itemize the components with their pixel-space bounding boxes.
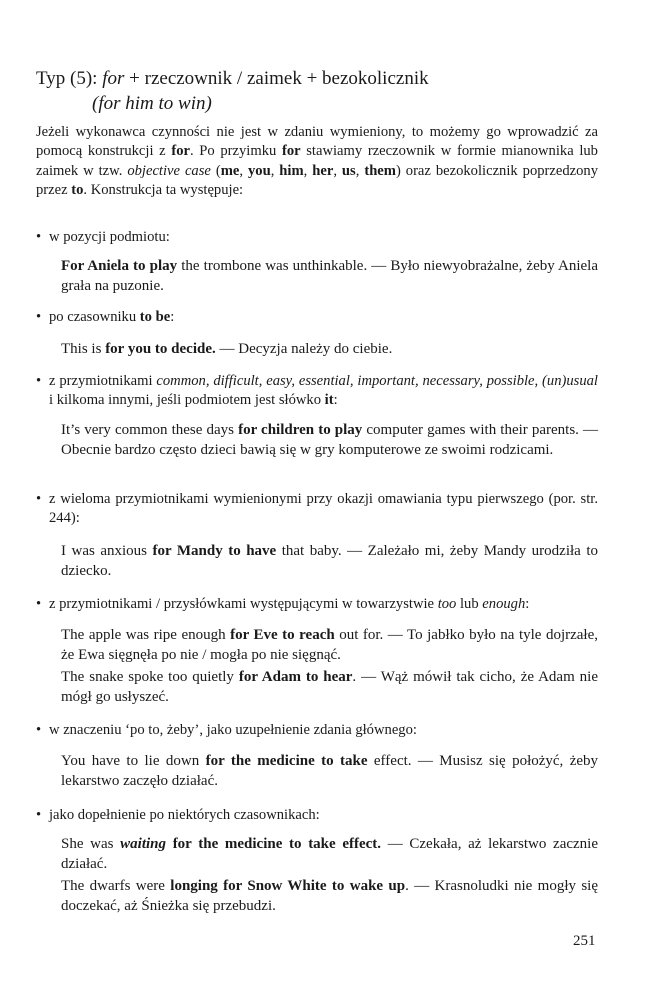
text-run: , [239,162,248,179]
bullet-dot: • [36,596,42,612]
text-run: This is [61,341,106,357]
text-run: for Eve to reach [230,627,335,643]
text-run: I was anxious [61,543,153,559]
text-run: me [220,162,240,179]
text-run: , [355,162,365,179]
example-sentence [61,667,598,707]
text-run: for [281,143,301,160]
text-run: jako dopełnienie po niektórych czasownikach: [49,807,320,823]
page-number: 251 [573,933,596,949]
text-run: the trombone was unthinkable. — Było niewyobrażalne, żeby Aniela grała na puzonie. [61,258,598,294]
bullet-item [36,228,598,247]
text-run: The apple was ripe enough [61,627,231,643]
text-run: . — Krasnoludki nie mogły się doczekać, aż Śnieżka się przebudzi. [61,878,599,914]
example-sentence [61,256,598,296]
text-run: z przymiotnikami [49,373,157,389]
bullet-item [36,595,598,614]
text-run: for [171,143,190,160]
text-run: Jeżeli wykonawca czynności nie jest w zdaniu wymieniony, to możemy go wprowadzić za pomocą konstrukcji z [36,124,598,160]
text-run: : [525,596,530,612]
example-sentence [61,834,598,874]
bullet-text [36,595,598,614]
text-run: him [279,162,304,179]
heading-rest: + rzeczownik / zaimek + bezokolicznik [124,68,429,89]
text-run: z wieloma przymiotnikami wymienionymi przy okazji omawiania typu pierwszego (por. str. 244): [49,491,598,527]
bullet-text [36,806,598,825]
text-run: waiting [120,836,167,852]
text-run: — Czekała, aż lekarstwo zacznie działać. [61,836,599,872]
text-run: ) oraz bezokolicznik poprzedzony przez [36,162,599,199]
text-run: The dwarfs were [61,878,171,894]
text-run: : [333,392,338,409]
text-run: you [247,162,271,179]
text-run: effect. — Musisz się położyć, żeby lekarstwo zaczęło działać. [61,753,599,789]
bullet-item [36,806,598,825]
text-run: for children to play [238,422,363,438]
bullet-text [36,228,598,247]
bullet-item [36,490,598,529]
text-run: She was [61,836,121,852]
text-run: The snake spoke too quietly [61,669,239,685]
text-run: objective case [127,162,211,179]
bullet-text [36,721,598,740]
text-run: , [303,162,313,179]
text-run: , [333,162,342,179]
bullet-text [36,308,598,327]
section-heading [36,66,429,116]
bullet-dot: • [36,491,42,507]
text-run: out for. — To jabłko było na tyle dojrzałe, że Ewa sięgnęła po nie / mogła po nie sięgnąć. [61,627,598,663]
heading-for: for [102,68,125,89]
text-run: It’s very common these days [61,422,239,438]
text-run: her [312,162,334,179]
example-sentence [61,751,598,791]
text-run: . — Wąż mówił tak cicho, że Adam nie mógł go usłyszeć. [61,669,598,705]
text-run: z przymiotnikami / przysłówkami występującymi w towarzystwie [49,596,438,612]
bullet-dot: • [36,229,42,245]
text-run: (un)usual [542,373,598,389]
heading-example [36,91,429,116]
text-run: , [270,162,280,179]
text-run: to [71,182,84,199]
text-run: w pozycji podmiotu: [49,229,170,245]
text-run: for Mandy to have [152,543,277,559]
example-sentence [61,876,598,916]
bullet-dot: • [36,309,42,325]
text-run: for the medicine to take effect. [172,836,382,852]
text-run: lub [456,596,483,612]
text-run: common, difficult, easy, essential, important, necessary, possible, [156,373,539,389]
text-run: — Decyzja należy do ciebie. [215,341,393,357]
bullet-text [36,490,598,529]
text-run [166,836,173,852]
text-run: po czasowniku [49,309,140,325]
text-run: ( [210,162,221,179]
text-run: too [437,596,457,612]
heading-line [36,66,429,91]
text-run: it [324,392,334,409]
text-run: that baby. — Zależało mi, żeby Mandy urodziła to dziecko. [61,543,598,579]
text-run: for Adam to hear [238,669,353,685]
heading-example-text: (for him to win) [92,93,212,114]
text-run: longing for Snow White to wake up [170,878,406,894]
text-run: enough [482,596,526,612]
text-run: us [341,162,356,179]
text-run: : [170,309,175,325]
text-run: . Konstrukcja ta występuje: [83,182,244,199]
text-run: for the medicine to take [205,753,368,769]
text-run: . Po przyimku [189,143,282,160]
example-sentence [61,541,598,581]
heading-prefix: Typ (5): [36,68,103,89]
text-run: for you to decide. [105,341,216,357]
text-run: i kilkoma innymi, jeśli podmiotem jest słówko [49,392,325,409]
bullet-text [36,372,598,411]
bullet-item [36,721,598,740]
text-run: computer games with their parents. — Obecnie bardzo często dzieci bawią się w gry komputerowe ze swoimi rodzicami. [61,422,599,458]
bullet-dot: • [36,722,42,738]
example-sentence [61,420,598,460]
example-sentence [61,339,598,359]
text-run: w znaczeniu ‘po to, żeby’, jako uzupełnienie zdania głównego: [49,722,417,738]
text-run: For Aniela to play [61,258,178,274]
bullet-dot: • [36,373,42,389]
text-run: them [364,162,396,179]
text-run: stawiamy rzeczownik w formie mianownika lub zaimek w tzw. [36,143,598,179]
text-run: You have to lie down [61,753,206,769]
intro-paragraph [36,123,598,201]
bullet-item [36,308,598,327]
bullet-item [36,372,598,411]
bullet-dot: • [36,807,42,823]
text-run: to be [139,309,171,325]
example-sentence [61,625,598,665]
